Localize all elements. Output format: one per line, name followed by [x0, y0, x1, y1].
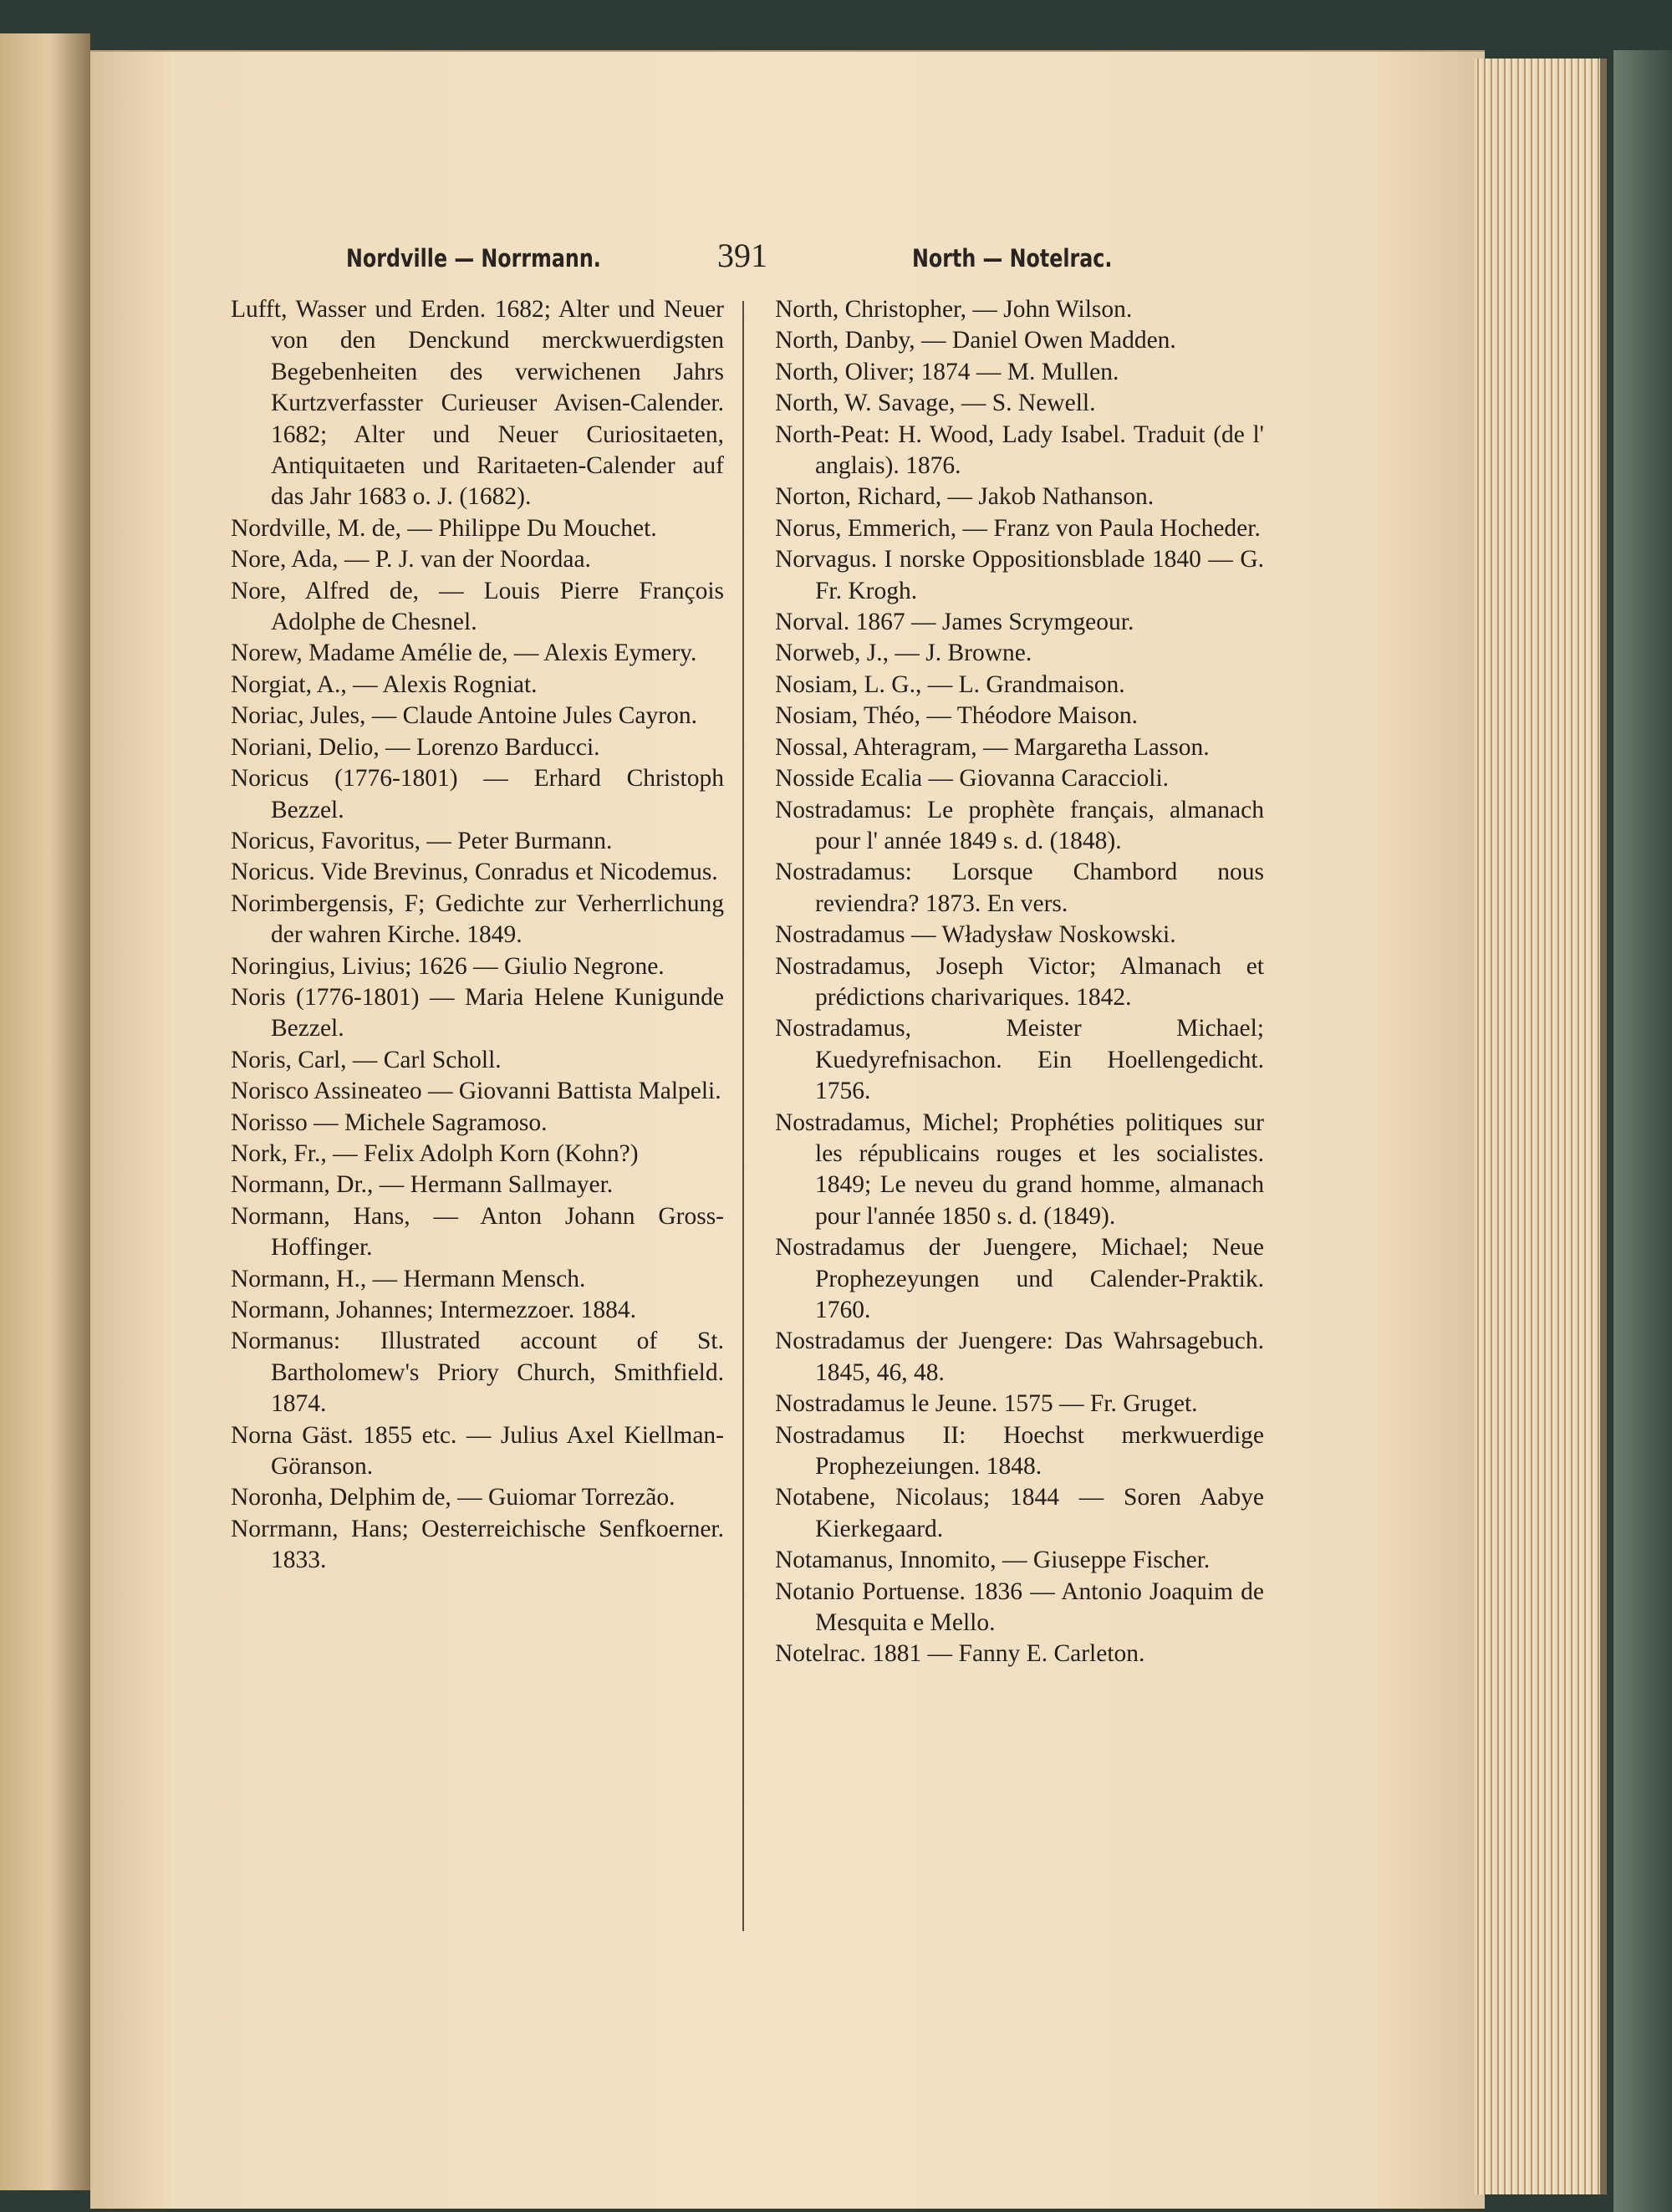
entry: Nostradamus, Michel; Prophéties politiques sur les républicains rouges et les socialistes. 1849; Le neveu du grand homme, almanach pour l'année 1850 s. d. (1849). [775, 1109, 1264, 1230]
entry: Notabene, Nicolaus; 1844 — Soren Aabye Kierkegaard. [775, 1484, 1264, 1542]
entry: Normann, Hans, — Anton Johann Gross-Hoffinger. [231, 1202, 724, 1261]
entry: Norimbergensis, F; Gedichte zur Verherrlichung der wahren Kirche. 1849. [231, 889, 724, 949]
entry: Normann, Dr., — Hermann Sallmayer. [231, 1171, 614, 1199]
entry: Nore, Alfred de, — Louis Pierre François Adolphe de Chesnel. [231, 577, 724, 636]
entry: Nostradamus, Joseph Victor; Almanach et prédictions charivariques. 1842. [775, 952, 1264, 1011]
entry: Nore, Ada, — P. J. van der Noordaa. [231, 546, 591, 573]
right-column [775, 294, 1264, 1670]
entry: Norisso — Michele Sagramoso. [231, 1109, 548, 1136]
entry: Nostradamus: Le prophète français, almanach pour l' année 1849 s. d. (1848). [775, 796, 1264, 854]
entry: Noriani, Delio, — Lorenzo Barducci. [231, 733, 600, 761]
entry: Normann, H., — Hermann Mensch. [231, 1265, 586, 1292]
entry: Normann, Johannes; Intermezzoer. 1884. [231, 1297, 636, 1323]
column-divider [742, 301, 744, 1931]
entry: Noris, Carl, — Carl Scholl. [231, 1046, 502, 1073]
entry: Nostradamus II: Hoechst merkwuerdige Prophezeiungen. 1848. [775, 1421, 1264, 1481]
entry: Nostradamus: Lorsque Chambord nous reviendra? 1873. En vers. [775, 859, 1264, 917]
entry: North, Christopher, — John Wilson. [775, 296, 1133, 323]
entry: Nostradamus le Jeune. 1575 — Fr. Gruget. [775, 1390, 1198, 1418]
entry: Notelrac. 1881 — Fanny E. Carleton. [775, 1640, 1145, 1668]
entry: Norton, Richard, — Jakob Nathanson. [775, 483, 1155, 511]
entry: Norisco Assineateo — Giovanni Battista Malpeli. [231, 1078, 721, 1105]
entry: Norew, Madame Amélie de, — Alexis Eymery. [231, 640, 697, 667]
page-number: 391 [717, 237, 767, 274]
entry: Nostradamus, Meister Michael; Kuedyrefnisachon. Ein Hoellengedicht. 1756. [775, 1015, 1264, 1105]
entry: Nosside Ecalia — Giovanna Caraccioli. [775, 765, 1170, 793]
entry: Nostradamus der Juengere, Michael; Neue Prophezeyungen und Calender-Praktik. 1760. [775, 1234, 1264, 1323]
entry: Nosiam, Théo, — Théodore Maison. [775, 702, 1138, 730]
entry: Notamanus, Innomito, — Giuseppe Fischer. [775, 1547, 1211, 1574]
entry: Noronha, Delphim de, — Guiomar Torrezão. [231, 1484, 675, 1511]
entry: Nostradamus — Władysław Noskowski. [775, 921, 1176, 949]
entry: Noriac, Jules, — Claude Antoine Jules Cayron. [231, 702, 697, 730]
entry: North-Peat: H. Wood, Lady Isabel. Traduit (de l' anglais). 1876. [775, 420, 1264, 480]
facing-page-edge [0, 33, 90, 2190]
entry: Norus, Emmerich, — Franz von Paula Hocheder. [775, 514, 1261, 542]
entry: Nostradamus der Juengere: Das Wahrsagebuch. 1845, 46, 48. [775, 1328, 1264, 1386]
entry: Norrmann, Hans; Oesterreichische Senfkoerner. 1833. [231, 1515, 724, 1574]
running-header-right: North — Notelrac. [912, 244, 1113, 273]
entry: North, W. Savage, — S. Newell. [775, 390, 1096, 417]
left-column [231, 294, 724, 1577]
entry: Norval. 1867 — James Scrymgeour. [775, 609, 1134, 636]
entry: Norna Gäst. 1855 etc. — Julius Axel Kiellman-Göranson. [231, 1421, 724, 1481]
entry: North, Oliver; 1874 — M. Mullen. [775, 358, 1119, 385]
entry: Normanus: Illustrated account of St. Bartholomew's Priory Church, Smithfield. 1874. [231, 1328, 724, 1418]
book-cover-edge [1613, 50, 1672, 2212]
entry: Noringius, Livius; 1626 — Giulio Negrone. [231, 952, 665, 980]
entry: Norweb, J., — J. Browne. [775, 640, 1032, 667]
running-header-left: Nordville — Norrmann. [346, 244, 601, 273]
entry: Lufft, Wasser und Erden. 1682; Alter und Neuer von den Denckund merckwuerdigsten Begebenheiten des verwichenen Jahrs Kurtzverfasster Curieuser Avisen-Calender. 1682; Alter und Neuer Curiositaeten, Antiquitaeten und Raritaeten-Calender auf das Jahr 1683 o. J. (1682). [231, 296, 724, 511]
entry: Nordville, M. de, — Philippe Du Mouchet. [231, 514, 657, 542]
entry: Noricus (1776-1801) — Erhard Christoph Bezzel. [231, 765, 724, 823]
page-edges [1475, 59, 1607, 2194]
entry: Nosiam, L. G., — L. Grandmaison. [775, 670, 1125, 698]
entry: Norgiat, A., — Alexis Rogniat. [231, 670, 538, 698]
entry: Noris (1776-1801) — Maria Helene Kunigunde Bezzel. [231, 983, 724, 1042]
entry: Norvagus. I norske Oppositionsblade 1840 — G. Fr. Krogh. [775, 546, 1264, 604]
entry: Nossal, Ahteragram, — Margaretha Lasson. [775, 733, 1210, 761]
entry: Notanio Portuense. 1836 — Antonio Joaquim de Mesquita e Mello. [775, 1577, 1264, 1637]
entry: Noricus. Vide Brevinus, Conradus et Nicodemus. [231, 859, 718, 886]
entry: Nork, Fr., — Felix Adolph Korn (Kohn?) [231, 1139, 639, 1167]
entry: North, Danby, — Daniel Owen Madden. [775, 327, 1176, 354]
entry: Noricus, Favoritus, — Peter Burmann. [231, 827, 613, 854]
